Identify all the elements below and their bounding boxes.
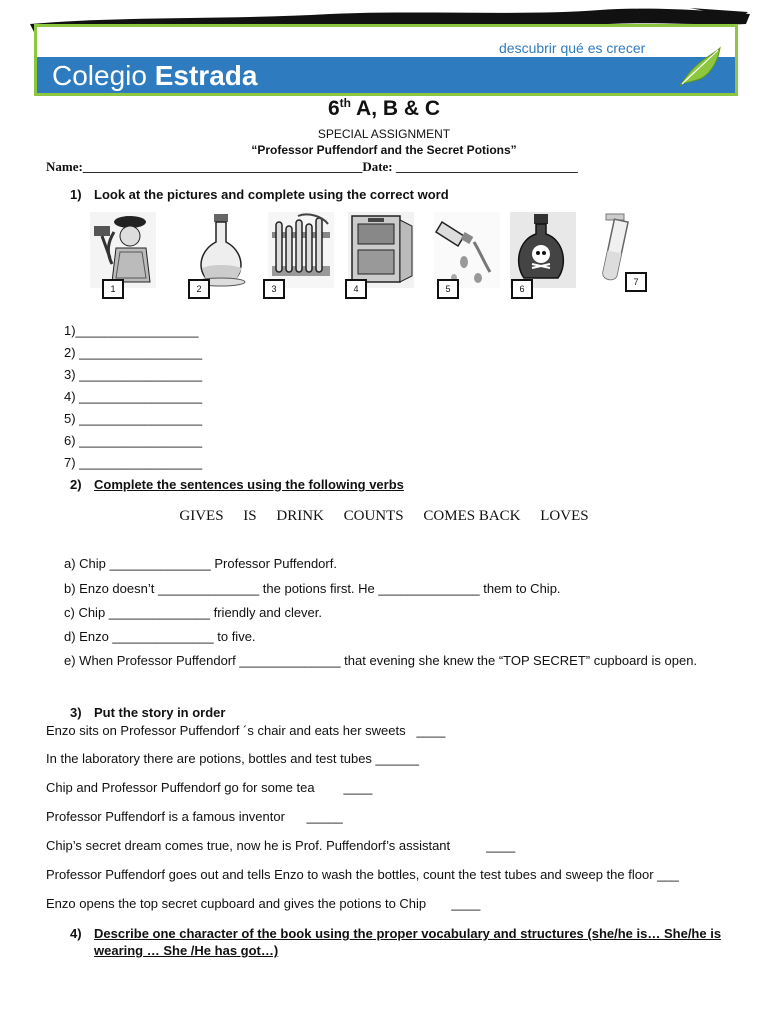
verb-loves: LOVES — [540, 508, 589, 524]
answer-line-1[interactable]: 1)_________________ — [64, 323, 199, 338]
school-name — [52, 60, 257, 92]
verb-gives: GIVES — [179, 508, 224, 524]
question-4-number: 4) — [70, 926, 82, 941]
question-2-text: Complete the sentences using the following verbs — [94, 477, 404, 492]
answer-line-3[interactable]: 3) _________________ — [64, 367, 203, 382]
verb-comes-back: COMES BACK — [423, 508, 521, 524]
picture-number-5: 5 — [437, 279, 459, 299]
question-3-number: 3) — [70, 705, 82, 720]
picture-number-6: 6 — [511, 279, 533, 299]
question-1-number: 1) — [70, 187, 82, 202]
school-motto: descubrir qué es crecer — [499, 40, 646, 56]
story-order-item-7[interactable]: Enzo opens the top secret cupboard and gives the potions to Chip ____ — [46, 896, 481, 911]
question-4-text-line-1: Describe one character of the book using the proper vocabulary and structures (she/he is… She/he is — [94, 926, 722, 941]
picture-number-3: 3 — [263, 279, 285, 299]
poison-bottle-icon — [510, 212, 576, 288]
sentence-b[interactable]: b) Enzo doesn’t ______________ the potions first. He ______________ them to Chip. — [64, 581, 561, 596]
grade-groups: A, B & C — [350, 97, 441, 120]
professor-with-hammer-icon — [90, 212, 156, 288]
spilling-bottle-icon — [434, 212, 500, 288]
school-name-bold: Estrada — [154, 60, 258, 91]
story-order-item-6[interactable]: Professor Puffendorf goes out and tells Enzo to wash the bottles, count the test tubes and sweep the floor ___ — [46, 867, 679, 882]
name-date-line[interactable]: Name:___________________________________________Date: ____________________________ — [46, 159, 578, 174]
picture-number-1: 1 — [102, 279, 124, 299]
picture-number-4: 4 — [345, 279, 367, 299]
verb-is: IS — [243, 508, 257, 524]
story-title: “Professor Puffendorf and the Secret Potions” — [251, 143, 517, 157]
story-order-item-5[interactable]: Chip’s secret dream comes true, now he is Prof. Puffendorf’s assistant ____ — [46, 838, 516, 853]
question-2-number: 2) — [70, 477, 82, 492]
answer-line-4[interactable]: 4) _________________ — [64, 389, 203, 404]
question-2-heading — [70, 477, 404, 492]
test-tube-rack-icon — [268, 212, 334, 288]
question-3-heading — [70, 705, 225, 720]
answer-line-2[interactable]: 2) _________________ — [64, 345, 203, 360]
school-name-light: Colegio — [52, 60, 155, 91]
question-1-text: Look at the pictures and complete using the correct word — [94, 187, 449, 202]
question-4-text-line-2-content: wearing … She /He has got…) — [94, 943, 279, 958]
question-3-text: Put the story in order — [94, 705, 226, 720]
grade-number: 6 — [327, 97, 340, 120]
verb-counts: COUNTS — [343, 508, 404, 524]
question-4-text-line-2 — [94, 943, 278, 958]
answer-line-5[interactable]: 5) _________________ — [64, 411, 203, 426]
sentence-a[interactable]: a) Chip ______________ Professor Puffendorf. — [64, 556, 337, 571]
question-4-heading — [70, 926, 721, 941]
picture-number-7: 7 — [625, 272, 647, 292]
cupboard-icon — [348, 212, 414, 288]
sentence-c[interactable]: c) Chip ______________ friendly and clever. — [64, 605, 323, 620]
story-order-item-2[interactable]: In the laboratory there are potions, bottles and test tubes ______ — [46, 751, 419, 766]
picture-number-2: 2 — [188, 279, 210, 299]
story-order-item-4[interactable]: Professor Puffendorf is a famous inventor _____ — [46, 809, 343, 824]
leaf-icon — [676, 46, 722, 88]
sentence-e[interactable]: e) When Professor Puffendorf ______________ that evening she knew the “TOP SECRET” cupboard is open. — [64, 653, 698, 668]
grade-suffix: th — [339, 96, 351, 110]
verb-drink: DRINK — [276, 508, 324, 524]
story-order-item-1[interactable]: Enzo sits on Professor Puffendorf ´s chair and eats her sweets ____ — [46, 723, 446, 738]
grade-title — [0, 96, 768, 121]
answer-line-6[interactable]: 6) _________________ — [64, 433, 203, 448]
assignment-title: SPECIAL ASSIGNMENT — [317, 127, 451, 141]
sentence-d[interactable]: d) Enzo ______________ to five. — [64, 629, 256, 644]
question-1-heading — [70, 187, 449, 202]
verb-list — [0, 508, 768, 525]
answer-line-7[interactable]: 7) _________________ — [64, 455, 203, 470]
potion-bottle-icon — [190, 212, 256, 288]
story-order-item-3[interactable]: Chip and Professor Puffendorf go for some tea ____ — [46, 780, 373, 795]
